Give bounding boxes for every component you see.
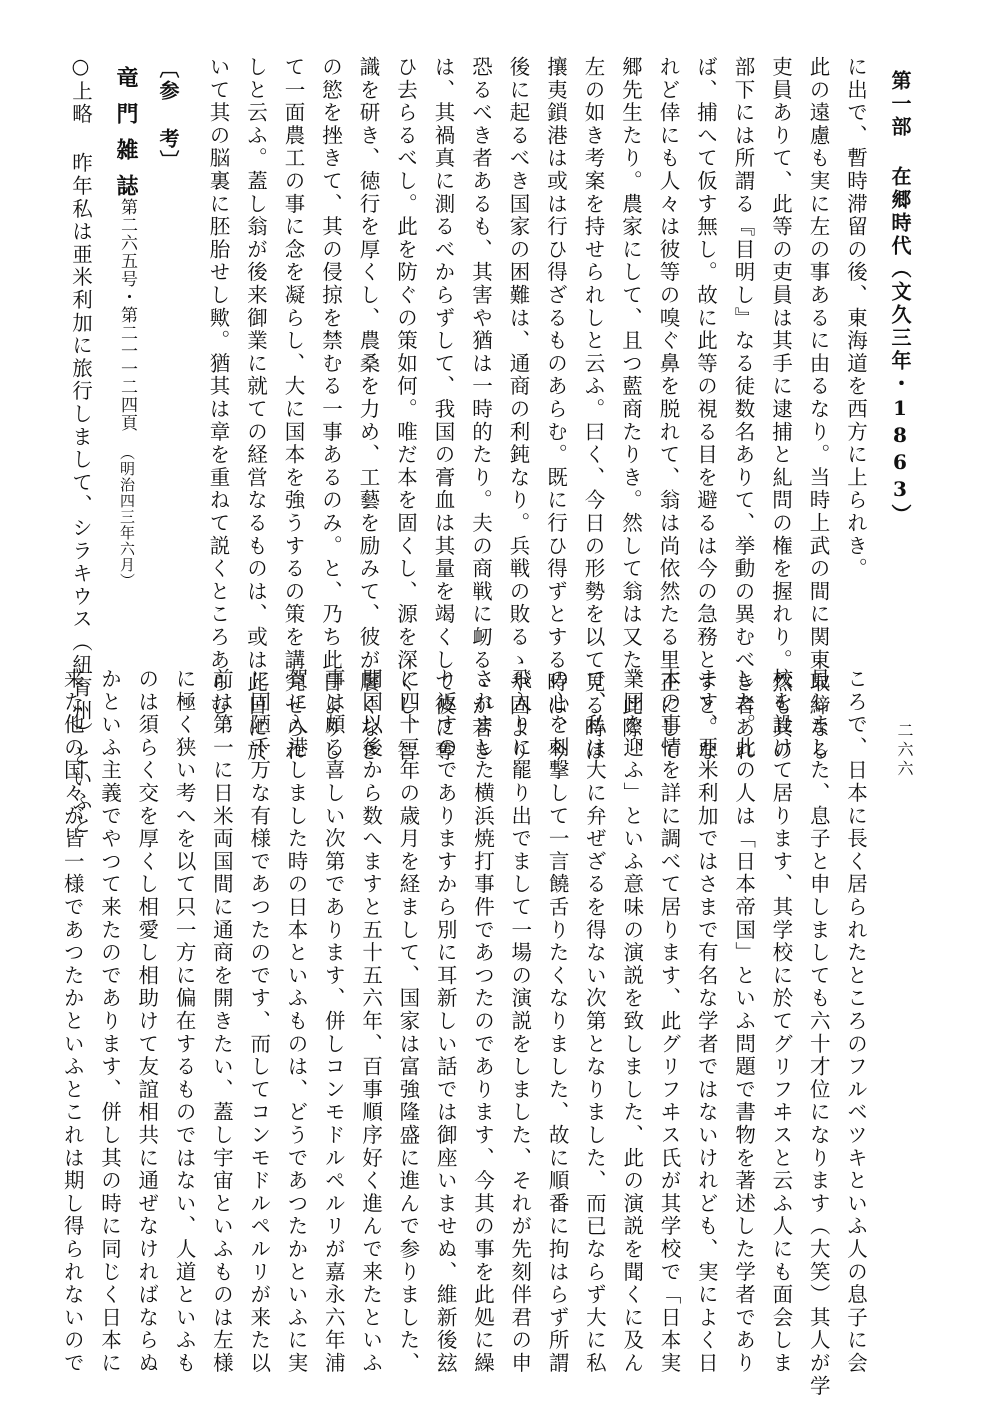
text-line: の心を刺撃して一言饒舌りたくなりました、故に順番に拘はらず所謂 xyxy=(545,668,570,1375)
text-line: に極く狭い考へを以て只一方に偏在するものではない、人道といふも xyxy=(172,668,197,1375)
text-line: 識を研き、徳行を厚くし、農桑を力め、工藝を励みて、彼が饜くなき xyxy=(356,56,380,763)
text-line: 開国以後から数へますと五十五六年、百事順序好く進んで来たといふ xyxy=(358,668,383,1375)
text-line: 攘夷鎖港は或は行ひ得ざるものあらむ。既に行ひ得ずとする時は、今 xyxy=(543,56,568,763)
page-number: 二六六 xyxy=(895,722,914,779)
text-line: 見しました、息子と申しましても六十才位になります（大笑）其人が学 xyxy=(806,668,831,1398)
text-line: に固陋千万な有様であつたのです、而してコンモドルペルリが来た以 xyxy=(246,668,271,1375)
text-line: 恐るべき者あるも、其害や猶は一時的たり。夫の商戦に衂るゝが若き xyxy=(468,56,493,763)
text-line: に出で、暫時滞留の後、東海道を西方に上られき。 xyxy=(843,56,868,581)
text-line: 賀に入港しました時の日本といふものは、どうであつたかといふに実 xyxy=(284,668,308,1375)
text-line: の慾を挫きて、其の侵掠を禁むる一事あるのみ。と、乃ち此日よりし xyxy=(318,56,343,763)
text-line: ば、捕へて仮す無し。故に此等の視る目を避るは今の急務とすと。な xyxy=(693,56,718,763)
text-line: 部下には所謂る『目明し』なる徒数名ありて、挙動の異むべき者あれ xyxy=(731,56,755,763)
text-line: 校を設けて居ります、其学校に於てグリフヰスと云ふ人にも面会しま xyxy=(768,668,793,1375)
text-line: かといふ主義でやつて来たのであります、併し其の時に同じく日本に xyxy=(97,668,122,1375)
text-line: した。此の人は「日本帝国」といふ問題で書物を著述した学者であり xyxy=(731,668,756,1375)
text-line: 吏員ありて、此等の吏員は其手に逮捕と糺問の権を握れり。然も其の xyxy=(768,56,793,763)
running-header-title: 第一部 在郷時代（文久三年・1863） xyxy=(888,70,912,527)
reference-source-title: 竜門雑誌 xyxy=(113,66,139,210)
text-line: ひ去らるべし。此を防ぐの策如何。唯だ本を固くし、源を深くし、智 xyxy=(393,56,418,763)
text-line: に四十三年の歳月を経まして、国家は富強隆盛に進んで参りました、 xyxy=(395,668,420,1375)
text-line: 前は第一に日米両国間に通商を開きたい、蓋し宇宙といふものは左様 xyxy=(209,668,234,1375)
reference-issue: 第二六五号・第二一一二四頁 xyxy=(117,198,137,432)
text-line: 郷先生たり。農家にして、且つ藍商たりき。然して翁は又た、此際、 xyxy=(618,56,643,763)
reference-date: （明治四三年六月） xyxy=(118,445,136,589)
text-line: 本の事情を詳に調べて居ります、此グリフヰス氏が其学校で「日本実 xyxy=(657,668,681,1375)
text-line: 業団を迎ふ」といふ意味の演説を致しました、此の演説を聞くに及ん xyxy=(619,668,644,1375)
text-line: て一面農工の事に念を凝らし、大に国本を強うするの策を講究せられ xyxy=(281,56,305,763)
text-line: 飛入りに罷り出でまして一場の演説をしました、それが先刻伴君の申 xyxy=(507,668,532,1375)
text-line: されました横浜焼打事件であつたのであります、今其の事を此処に繰 xyxy=(470,668,495,1375)
reference-first-line: ○上略 昨年私は亜米利加に旅行しまして、シラキウス（紐育州）といふと xyxy=(68,54,93,837)
text-line: 左の如き考案を持せられしと云ふ。曰く、今日の形勢を以て見る時は xyxy=(581,56,605,763)
text-line: しと云ふ。蓋し翁が後来御業に就ての経営なるものは、或は此日に於 xyxy=(243,56,268,763)
text-line: 来た他の国々が皆一様であつたかといふとこれは期し得られないので xyxy=(60,668,85,1375)
text-line: いて其の脳裏に胚胎せし歟。猶其は章を重ねて説くところあらむ。 xyxy=(206,56,230,740)
text-line: 後に起るべき国家の困難は、通商の利鈍なり。兵戦の敗るゝや固より xyxy=(506,56,530,763)
text-line: ころで、日本に長く居られたところのフルベツキといふ人の息子に会 xyxy=(843,668,868,1375)
text-line: り返すのでありますから別に耳新しい話では御座いませぬ、維新後玆 xyxy=(433,668,458,1375)
text-line: のは須らく交を厚くし相愛し相助けて友誼相共に通ぜなければならぬ xyxy=(134,668,159,1375)
text-line: ます、亜米利加ではさまで有名な学者ではないけれども、実によく日 xyxy=(694,668,719,1375)
reference-label: 〔参 考〕 xyxy=(156,58,180,172)
text-line: は、其禍真に測るべからずして、我国の膏血は其量を竭くして彼に奪 xyxy=(431,56,455,763)
text-line: で、私は大に弁ぜざるを得ない次第となりました、而已ならず大に私 xyxy=(582,668,607,1375)
text-line: 事は頗る喜しい次第であります、併しコンモドルペルリが嘉永六年浦 xyxy=(321,668,346,1375)
text-line: れど倖にも人々は彼等の嗅ぐ鼻を脱れて、翁は尚依然たる里正にして xyxy=(656,56,680,763)
text-line: 此の遠慮も実に左の事あるに由るなり。当時上武の間に関東取締なる xyxy=(806,56,830,763)
